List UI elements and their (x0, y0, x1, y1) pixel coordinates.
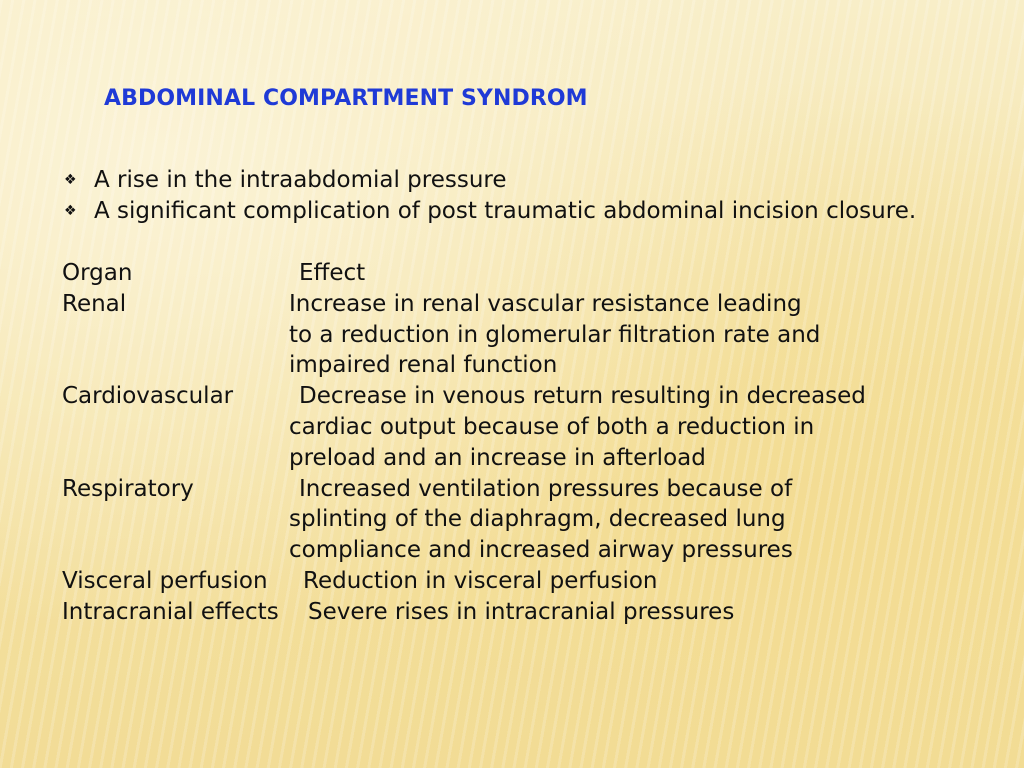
organ-effect-table (62, 258, 866, 628)
table-row (62, 474, 866, 566)
effect-cell (289, 289, 820, 381)
effect-line: Severe rises in intracranial pressures (308, 598, 735, 625)
effect-line: Decrease in venous return resulting in decreased (299, 383, 866, 410)
bullet-text: A significant complication of post traumatic abdominal incision closure. (94, 198, 917, 224)
organ-cell: Cardiovascular (62, 383, 234, 410)
diamond-bullet-icon: ❖ (64, 172, 77, 188)
bullet-list (64, 165, 916, 227)
table-row (62, 566, 866, 597)
effect-cell (289, 597, 734, 628)
effect-line: cardiac output because of both a reduction in (289, 413, 815, 440)
organ-cell: Intracranial effects (62, 598, 279, 625)
effect-line: Increase in renal vascular resistance leading (289, 290, 802, 317)
slide-title: ABDOMINAL COMPARTMENT SYNDROM (104, 86, 588, 111)
effect-line: Increased ventilation pressures because of (299, 475, 793, 502)
effect-cell (289, 566, 658, 597)
bullet-text: A rise in the intraabdomial pressure (94, 167, 507, 193)
bullet-item (64, 165, 916, 196)
table-row (62, 597, 866, 628)
effect-line: impaired renal function (289, 352, 558, 379)
effect-cell (289, 381, 866, 473)
table-row (62, 289, 866, 381)
organ-cell: Renal (62, 290, 127, 317)
effect-line: Reduction in visceral perfusion (303, 567, 658, 594)
table-header-row (62, 258, 866, 289)
diamond-bullet-icon: ❖ (64, 203, 77, 219)
effect-line: to a reduction in glomerular filtration rate and (289, 321, 821, 348)
organ-header: Organ (62, 260, 133, 286)
effect-header: Effect (299, 260, 366, 286)
bullet-item (64, 196, 916, 227)
organ-cell: Visceral perfusion (62, 567, 268, 594)
effect-cell (289, 474, 793, 566)
effect-line: compliance and increased airway pressures (289, 537, 793, 564)
organ-cell: Respiratory (62, 475, 194, 502)
effect-line: preload and an increase in afterload (289, 444, 706, 471)
effect-line: splinting of the diaphragm, decreased lung (289, 506, 786, 533)
table-row (62, 381, 866, 473)
